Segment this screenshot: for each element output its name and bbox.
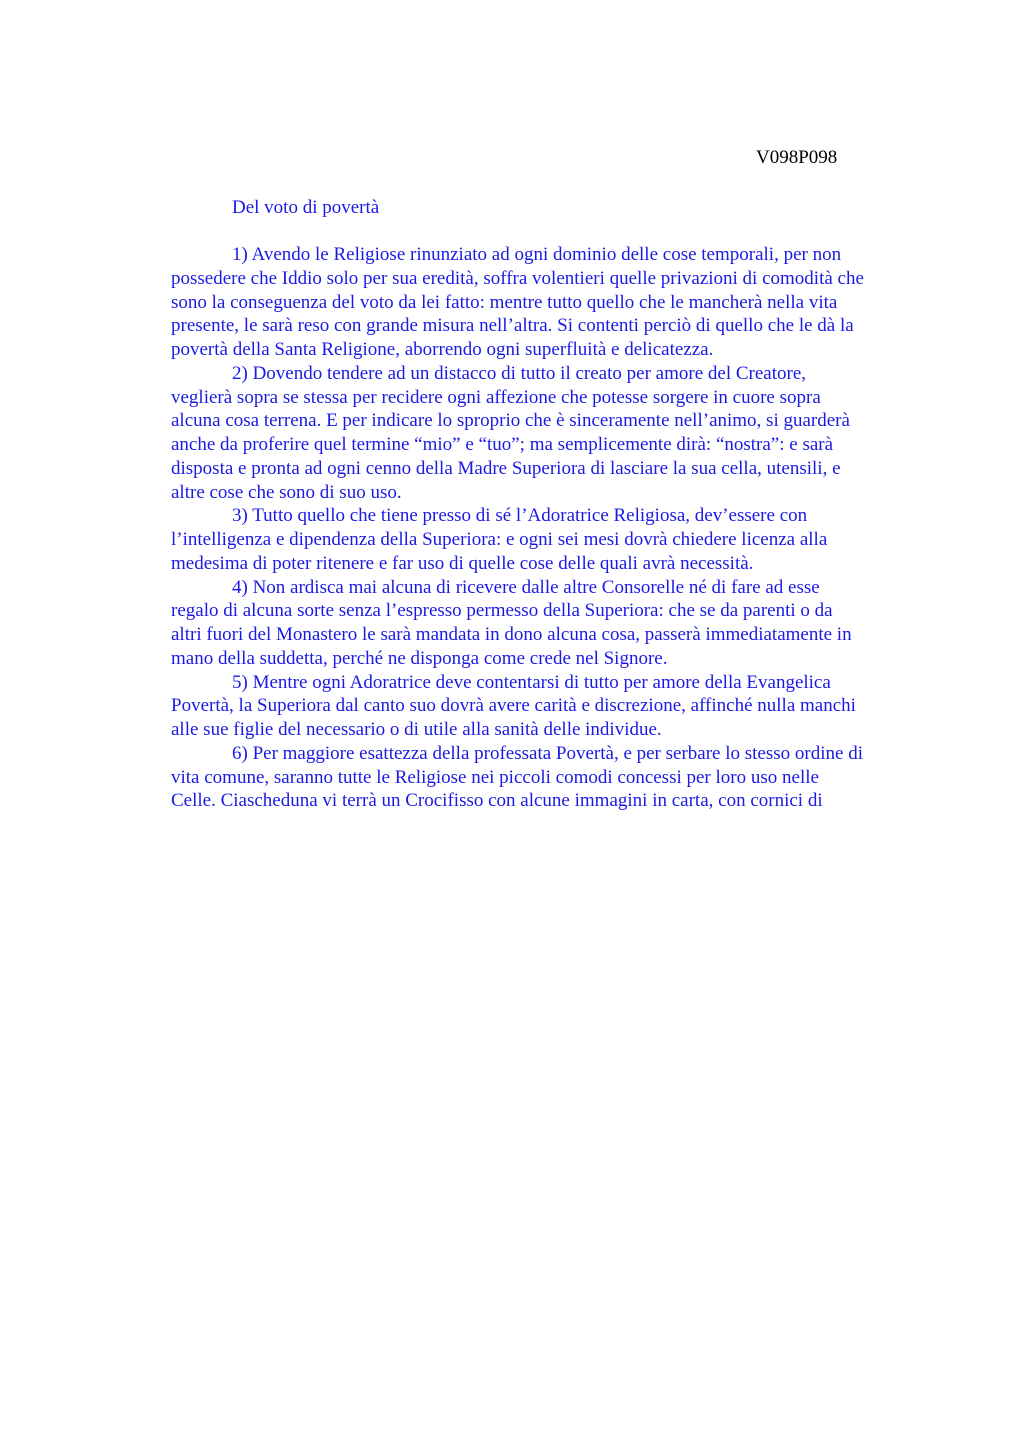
paragraph-6-line: vita comune, saranno tutte le Religiose nei piccoli comodi concessi per loro uso nelle (171, 766, 819, 788)
paragraph-1-line: possedere che Iddio solo per sua eredità, soffra volentieri quelle privazioni di comodità che (171, 267, 864, 289)
body-text (171, 243, 931, 813)
paragraph-1-line: sono la conseguenza del voto da lei fatto: mentre tutto quello che le mancherà nella vita (171, 291, 838, 313)
paragraph-1-line: presente, le sarà reso con grande misura nell’altra. Si contenti perciò di quello che le dà la (171, 315, 854, 337)
paragraph-3-line: medesima di poter ritenere e far uso di quelle cose delle quali avrà necessità. (171, 552, 754, 574)
paragraph-1-line: 1) Avendo le Religiose rinunziato ad ogni dominio delle cose temporali, per non (232, 244, 842, 265)
paragraph-1-line: povertà della Santa Religione, aborrendo ogni superfluità e delicatezza. (171, 339, 714, 360)
paragraph-2-line: disposta e pronta ad ogni cenno della Madre Superiora di lasciare la sua cella, utensili, e (171, 457, 841, 479)
section-heading: Del voto di povertà (232, 197, 380, 218)
paragraph-2-line: alcuna cosa terrena. E per indicare lo sproprio che è sinceramente nell’animo, si guarderà (171, 410, 850, 432)
paragraph-3-line: 3) Tutto quello che tiene presso di sé l’Adoratrice Religiosa, dev’essere con (232, 505, 808, 527)
paragraph-3-line: l’intelligenza e dipendenza della Superiora: e ogni sei mesi dovrà chiedere licenza alla (171, 529, 828, 550)
paragraph-5-line: alle sue figlie del necessario o di utile alla sanità delle individue. (171, 719, 662, 740)
paragraph-2-line: altre cose che sono di suo uso. (171, 481, 402, 503)
paragraph-4-line: mano della suddetta, perché ne disponga come crede nel Signore. (171, 647, 668, 669)
paragraph-4-line: regalo di alcuna sorte senza l’espresso permesso della Superiora: che se da parenti o da (171, 600, 833, 622)
paragraph-5-line: Povertà, la Superiora dal canto suo dovrà avere carità e discrezione, affinché nulla manchi (171, 695, 856, 717)
paragraph-4-line: 4) Non ardisca mai alcuna di ricevere dalle altre Consorelle né di fare ad esse (232, 576, 820, 598)
paragraph-2-line: veglierà sopra se stessa per recidere ogni affezione che potesse sorgere in cuore sopra (171, 386, 821, 408)
paragraph-6-line: Celle. Ciascheduna vi terrà un Crocifisso con alcune immagini in carta, con cornici di (171, 790, 823, 812)
paragraph-2-line: anche da proferire quel termine “mio” e “tuo”; ma semplicemente dirà: “nostra”: e sarà (171, 434, 834, 455)
paragraph-2-line: 2) Dovendo tendere ad un distacco di tutto il creato per amore del Creatore, (232, 362, 806, 384)
paragraph-6-line: 6) Per maggiore esattezza della professata Povertà, e per serbare lo stesso ordine di (232, 742, 863, 764)
paragraph-4-line: altri fuori del Monastero le sarà mandata in dono alcuna cosa, passerà immediatamente in (171, 624, 852, 645)
paragraph-5-line: 5) Mentre ogni Adoratrice deve contentarsi di tutto per amore della Evangelica (232, 671, 831, 693)
page-code: V098P098 (756, 147, 838, 168)
